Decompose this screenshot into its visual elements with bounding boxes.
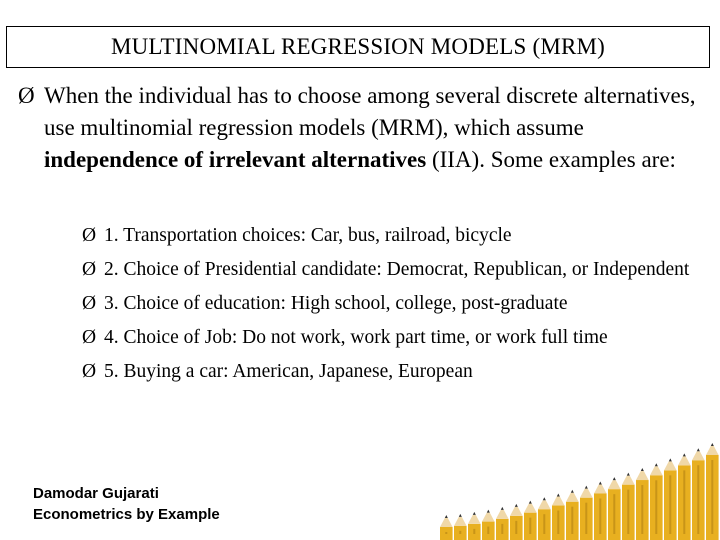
pencil-icon	[664, 458, 677, 540]
main-bullet	[18, 80, 708, 176]
bullet-arrow-icon: Ø	[82, 361, 97, 382]
pencil-icon	[566, 490, 579, 540]
pencil-icon	[440, 515, 453, 540]
pencil-icon	[692, 448, 705, 540]
slide-title-box	[6, 26, 710, 68]
pencil-icon	[552, 494, 565, 540]
example-text: 1. Transportation choices: Car, bus, railroad, bicycle	[104, 225, 512, 246]
example-text: 5. Buying a car: American, Japanese, European	[104, 361, 473, 382]
list-item	[82, 358, 707, 385]
pencil-icon	[482, 510, 495, 540]
pencil-icon	[608, 477, 621, 540]
pencil-icon	[538, 497, 551, 540]
author-name: Damodar Gujarati	[33, 485, 159, 502]
main-text-part-2: (IIA). Some examples are:	[426, 147, 676, 172]
book-title: Econometrics by Example	[33, 506, 220, 523]
bullet-arrow-icon: Ø	[82, 293, 97, 314]
pencil-icon	[622, 473, 635, 540]
pencil-icon	[524, 501, 537, 540]
pencil-icon	[678, 453, 691, 540]
pencil-icon	[510, 504, 523, 540]
main-text-bold: independence of irrelevant alternatives	[44, 147, 427, 172]
pencil-icon	[496, 507, 509, 540]
bullet-arrow-icon: Ø	[18, 83, 35, 108]
list-item	[82, 256, 707, 283]
example-text: 2. Choice of Presidential candidate: Democrat, Republican, or Independent	[104, 259, 690, 280]
bullet-arrow-icon: Ø	[82, 259, 97, 280]
list-item	[82, 324, 707, 351]
pencil-icon	[580, 486, 593, 540]
pencil-icon	[468, 512, 481, 540]
pencil-icon	[636, 468, 649, 540]
main-bullet-text	[44, 80, 708, 176]
pencils-image	[438, 440, 720, 540]
bullet-arrow-icon: Ø	[82, 327, 97, 348]
example-text: 3. Choice of education: High school, college, post-graduate	[104, 293, 568, 314]
pencil-icon	[454, 514, 467, 540]
example-text: 4. Choice of Job: Do not work, work part time, or work full time	[104, 327, 608, 348]
slide-title: MULTINOMIAL REGRESSION MODELS (MRM)	[110, 34, 606, 59]
pencil-icon	[594, 482, 607, 540]
pencil-icon	[706, 443, 719, 540]
list-item	[82, 222, 707, 249]
bullet-arrow-icon: Ø	[82, 225, 97, 246]
main-text-part-1: When the individual has to choose among several discrete alternatives, use multinomial regression models (MRM), which assume	[44, 83, 696, 140]
examples-list	[82, 222, 707, 392]
author-credit	[33, 483, 220, 525]
pencil-icon	[650, 463, 663, 540]
list-item	[82, 290, 707, 317]
